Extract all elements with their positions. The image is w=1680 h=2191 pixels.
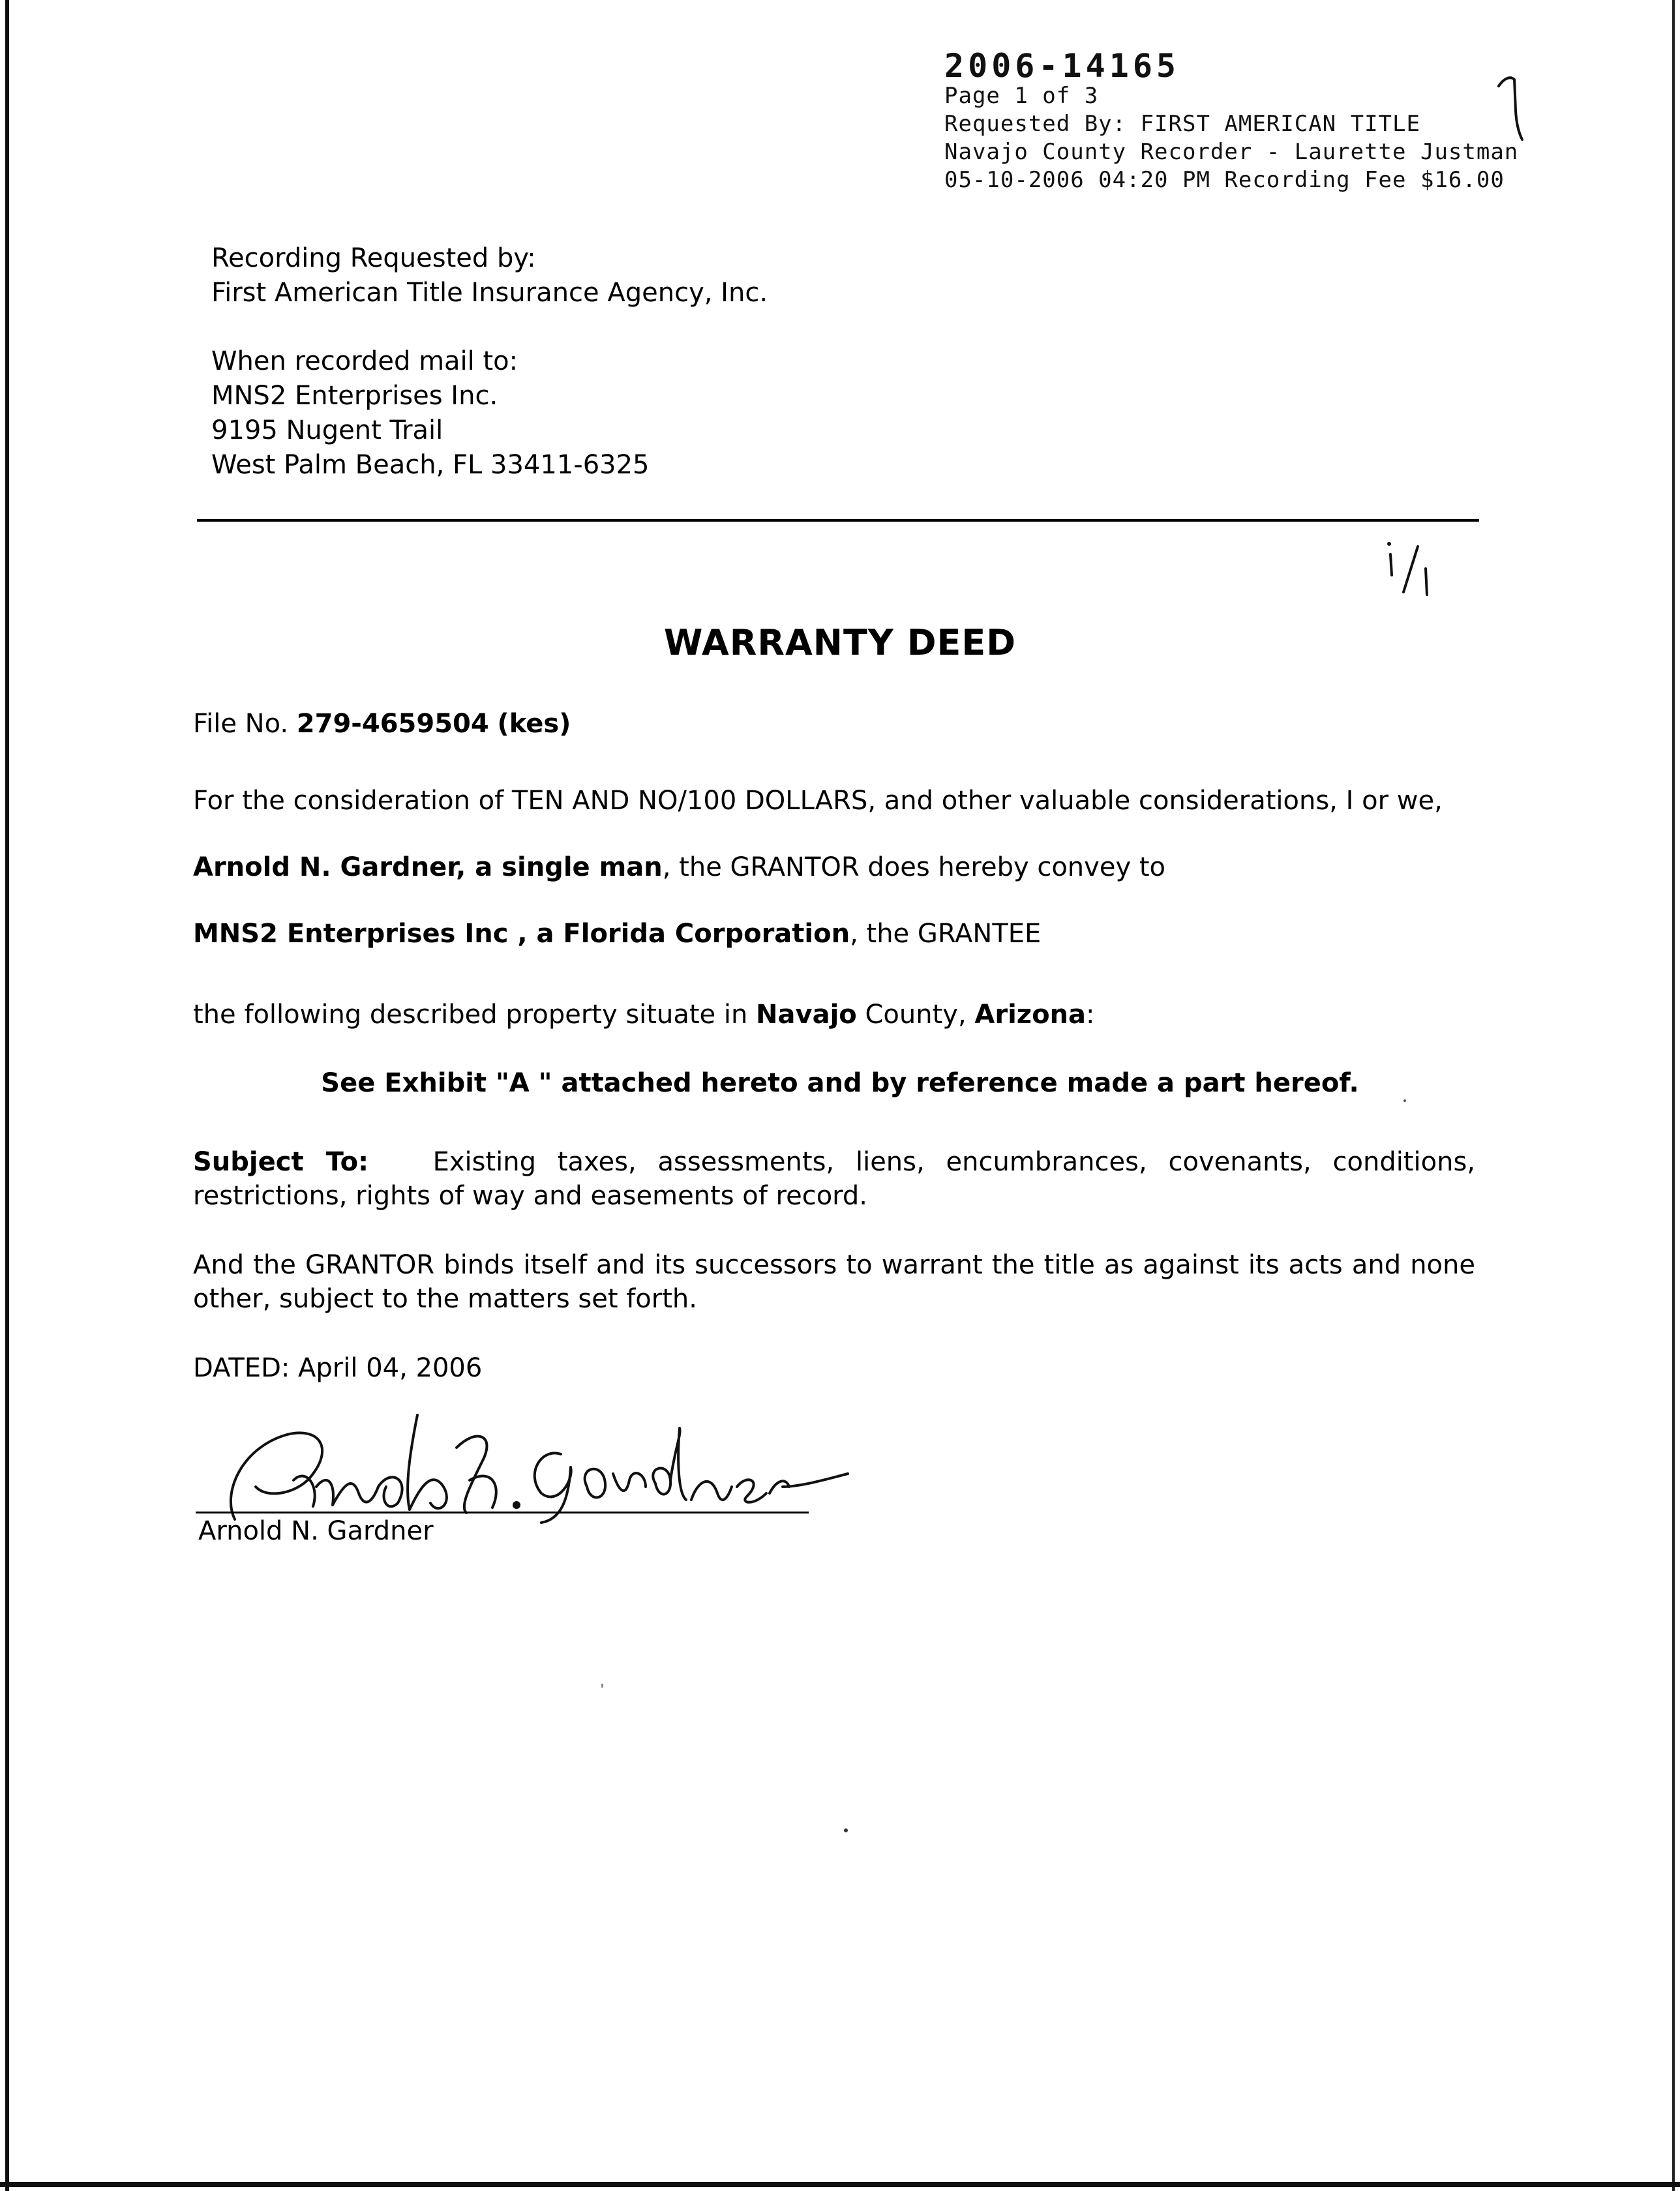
scan-speck [844,1828,848,1832]
file-number-line [193,707,571,741]
scan-border-bottom [0,2182,1680,2187]
signer-printed-name: Arnold N. Gardner [198,1516,434,1546]
handwritten-page-number [1493,72,1533,143]
subject-to-label: Subject To: [193,1147,369,1177]
scan-speck [1403,1099,1406,1102]
grantee-text: , the GRANTEE [850,919,1042,949]
requested-by-stamp: Requested By: FIRST AMERICAN TITLE [944,111,1420,137]
subject-to-paragraph [193,1145,1475,1213]
signature-line [196,1512,809,1513]
property-county-word: County, [865,1000,967,1030]
warranty-clause: And the GRANTOR binds itself and its successors to warrant the title as against its acts and none other, subject to the matters set forth. [193,1250,1475,1314]
grantor-text: , the GRANTOR does hereby convey to [662,852,1165,882]
header-divider [197,519,1479,522]
mail-to-block [211,344,650,483]
recorder-stamp [944,47,1519,194]
recording-requested-label: Recording Requested by: [211,243,536,273]
grantee-line [193,917,1041,951]
file-no-label: File No. [193,709,289,739]
page-info: Page 1 of 3 [944,83,1099,109]
dated-line: DATED: April 04, 2006 [193,1353,483,1383]
property-line [193,998,1095,1032]
exhibit-reference: See Exhibit "A " attached hereto and by reference made a part hereof. [321,1068,1359,1098]
mail-to-label: When recorded mail to: [211,346,518,376]
grantor-line [193,850,1165,884]
handwritten-fraction [1377,535,1449,600]
recording-requested-block [211,241,768,310]
property-state: Arizona [974,1000,1087,1030]
mail-to-street: 9195 Nugent Trail [211,415,443,445]
scan-speck [601,1684,603,1688]
recording-requested-name: First American Title Insurance Agency, Inc. [211,278,768,308]
property-colon: : [1086,1000,1095,1030]
consideration-line: For the consideration of TEN AND NO/100 DOLLARS, and other valuable considerations, I or we, [193,786,1443,816]
mail-to-name: MNS2 Enterprises Inc. [211,381,498,411]
mail-to-city: West Palm Beach, FL 33411-6325 [211,450,650,480]
grantee-name: MNS2 Enterprises Inc , a Florida Corporation [193,919,850,949]
property-county: Navajo [756,1000,857,1030]
recording-info: 05-10-2006 04:20 PM Recording Fee $16.00 [944,167,1505,193]
grantor-name: Arnold N. Gardner, a single man [193,852,663,882]
file-no-value: 279-4659504 [296,709,489,739]
document-title: WARRANTY DEED [663,622,1017,663]
subject-to-text: Existing taxes, assessments, liens, encumbrances, covenants, conditions, restrictions, rights of way and easements of record. [193,1147,1476,1211]
document-number: 2006-14165 [944,47,1180,85]
county-recorder: Navajo County Recorder - Laurette Justman [944,139,1519,165]
property-prefix: the following described property situate in [193,1000,748,1030]
file-no-suffix: (kes) [497,709,571,739]
